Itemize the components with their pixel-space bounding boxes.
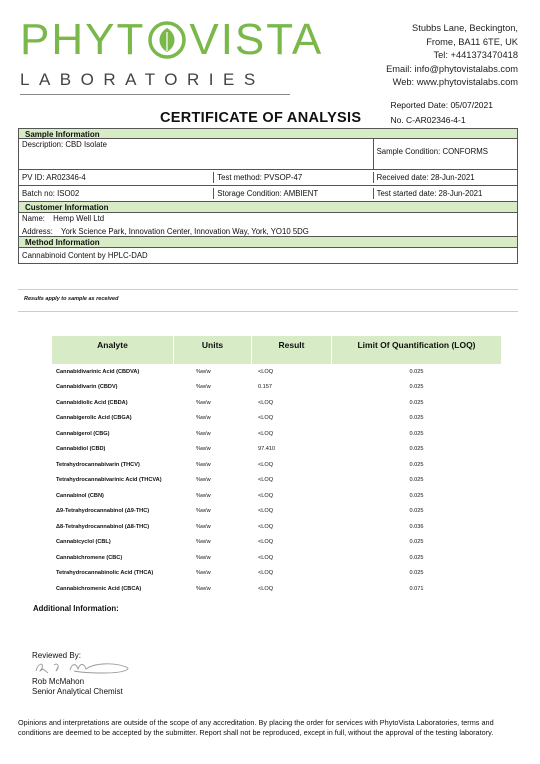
table-row <box>52 488 501 504</box>
method-info-heading: Method Information <box>18 237 518 248</box>
units-cell: %w/w <box>196 554 211 561</box>
test-started-date: Test started date: 28-Jun-2021 <box>376 189 483 198</box>
loq-cell: 0.036 <box>409 523 424 530</box>
result-cell: <LOQ <box>258 399 274 406</box>
analyte-cell: Cannabicyclol (CBL) <box>56 539 111 546</box>
pv-id: PV ID: AR02346-4 <box>19 172 214 183</box>
table-header <box>52 336 501 364</box>
analyte-cell: Cannabinol (CBN) <box>56 492 104 499</box>
loq-cell: 0.025 <box>409 368 424 375</box>
loq-cell: 0.025 <box>409 554 424 561</box>
loq-cell: 0.025 <box>409 430 424 437</box>
method-row <box>18 248 518 264</box>
reviewer-name: Rob McMahon <box>32 677 85 686</box>
loq-cell: 0.025 <box>409 539 424 546</box>
logo-text-part2: VISTA <box>189 15 324 64</box>
units-cell: %w/w <box>196 399 211 406</box>
result-cell: <LOQ <box>258 492 274 499</box>
analyte-cell: Cannabidiolic Acid (CBDA) <box>56 399 128 406</box>
address-line: Stubbs Lane, Beckington, <box>412 23 518 33</box>
leaf-icon <box>147 18 187 62</box>
table-row <box>52 426 501 442</box>
customer-name <box>19 213 517 224</box>
customer-name-label: Name: <box>22 214 45 223</box>
customer-info-heading: Customer Information <box>18 202 518 213</box>
loq-cell: 0.025 <box>409 384 424 391</box>
web-line: Web: www.phytovistalabs.com <box>392 77 518 87</box>
units-cell: %w/w <box>196 430 211 437</box>
units-cell: %w/w <box>196 523 211 530</box>
reported-date: Reported Date: 05/07/2021 <box>390 100 493 110</box>
customer-name-value: Hemp Well Ltd <box>53 214 105 223</box>
units-cell: %w/w <box>196 461 211 468</box>
analyte-cell: Cannabichromene (CBC) <box>56 554 123 561</box>
company-logo <box>20 15 324 95</box>
disclaimer: Opinions and interpretations are outside of the scope of any accreditation. By placing the order for services with PhytoVista Laboratories, terms and conditions are deemed to be accepted by the submitter. Report shall not be reproduced, except in full, without the approval of the testing laboratory. <box>18 718 494 738</box>
report-meta <box>390 98 493 128</box>
column-header-loq: Limit Of Quantification (LOQ) <box>357 340 476 350</box>
loq-cell: 0.025 <box>409 415 424 422</box>
table-body <box>52 364 501 597</box>
analyte-cell: Cannabichromenic Acid (CBCA) <box>56 585 142 592</box>
received-date: Received date: 28-Jun-2021 <box>376 173 475 182</box>
table-row <box>52 380 501 396</box>
sample-condition: Sample Condition: CONFORMS <box>376 147 488 156</box>
result-cell: <LOQ <box>258 585 274 592</box>
batch-number: Batch no: ISO02 <box>19 188 214 199</box>
loq-cell: 0.071 <box>409 585 424 592</box>
customer-address-label: Address: <box>22 227 53 236</box>
analyte-cell: Tetrahydrocannabivarinic Acid (THCVA) <box>56 477 162 484</box>
sample-row-3 <box>18 186 518 202</box>
table-row <box>52 364 501 380</box>
result-cell: <LOQ <box>258 430 274 437</box>
units-cell: %w/w <box>196 477 211 484</box>
result-cell: <LOQ <box>258 570 274 577</box>
table-row <box>52 550 501 566</box>
logo-text-part1: PHYT <box>20 15 146 64</box>
table-row <box>52 519 501 535</box>
logo-subtitle: LABORATORIES <box>20 70 290 95</box>
customer-address <box>19 226 517 236</box>
table-row <box>52 535 501 551</box>
results-note: Results apply to sample as received <box>24 296 119 302</box>
reviewer-block <box>32 677 123 697</box>
table-row <box>52 581 501 597</box>
loq-cell: 0.025 <box>409 508 424 515</box>
customer-address-value: York Science Park, Innovation Center, Innovation Way, York, YO10 5DG <box>60 227 309 236</box>
loq-cell: 0.025 <box>409 461 424 468</box>
units-cell: %w/w <box>196 415 211 422</box>
divider <box>18 289 518 290</box>
analyte-cell: Cannabidiol (CBD) <box>56 446 106 453</box>
units-cell: %w/w <box>196 492 211 499</box>
divider <box>18 311 518 312</box>
document-title: CERTIFICATE OF ANALYSIS <box>160 110 362 126</box>
results-table <box>52 336 501 597</box>
analyte-cell: Δ8-Tetrahydrocannabinol (Δ8-THC) <box>56 523 150 530</box>
sample-row-1 <box>18 139 518 170</box>
column-header-units: Units <box>174 336 252 364</box>
result-cell: <LOQ <box>258 554 274 561</box>
units-cell: %w/w <box>196 539 211 546</box>
result-cell: <LOQ <box>258 477 274 484</box>
result-cell: 97.410 <box>258 446 276 453</box>
sample-description: Description: CBD Isolate <box>19 139 374 169</box>
method-text: Cannabinoid Content by HPLC-DAD <box>22 251 148 260</box>
units-cell: %w/w <box>196 570 211 577</box>
table-row <box>52 473 501 489</box>
company-address <box>386 22 518 90</box>
customer-name-row <box>18 213 518 224</box>
sample-row-2 <box>18 170 518 186</box>
result-cell: 0.157 <box>258 384 272 391</box>
sample-info-heading: Sample Information <box>18 128 518 139</box>
column-header-result: Result <box>252 336 332 364</box>
reviewed-by-label: Reviewed By: <box>32 651 81 660</box>
units-cell: %w/w <box>196 384 211 391</box>
analyte-cell: Tetrahydrocannabinolic Acid (THCA) <box>56 570 154 577</box>
loq-cell: 0.025 <box>409 492 424 499</box>
phone-line: Tel: +441373470418 <box>433 50 518 60</box>
storage-condition: Storage Condition: AMBIENT <box>214 188 373 199</box>
analyte-cell: Δ9-Tetrahydrocannabinol (Δ9-THC) <box>56 508 150 515</box>
result-cell: <LOQ <box>258 368 274 375</box>
analyte-cell: Cannabidivarinic Acid (CBDVA) <box>56 368 140 375</box>
analyte-cell: Tetrahydrocannabivarin (THCV) <box>56 461 140 468</box>
table-row <box>52 566 501 582</box>
reviewer-role: Senior Analytical Chemist <box>32 687 123 696</box>
loq-cell: 0.025 <box>409 477 424 484</box>
test-method: Test method: PVSOP-47 <box>214 172 373 183</box>
analyte-cell: Cannabigerolic Acid (CBGA) <box>56 415 132 422</box>
table-row <box>52 442 501 458</box>
table-row <box>52 457 501 473</box>
table-row <box>52 411 501 427</box>
analyte-cell: Cannabidivarin (CBDV) <box>56 384 118 391</box>
table-row <box>52 395 501 411</box>
result-cell: <LOQ <box>258 523 274 530</box>
logo-wordmark <box>20 15 324 64</box>
additional-info-label: Additional Information: <box>33 604 119 613</box>
result-cell: <LOQ <box>258 508 274 515</box>
address-line: Frome, BA11 6TE, UK <box>426 36 518 47</box>
result-cell: <LOQ <box>258 539 274 546</box>
loq-cell: 0.025 <box>409 399 424 406</box>
units-cell: %w/w <box>196 585 211 592</box>
customer-address-row <box>18 224 518 237</box>
report-number: No. C-AR02346-4-1 <box>390 115 466 125</box>
result-cell: <LOQ <box>258 415 274 422</box>
email-line: Email: info@phytovistalabs.com <box>386 63 518 74</box>
info-block <box>18 128 518 264</box>
result-cell: <LOQ <box>258 461 274 468</box>
units-cell: %w/w <box>196 446 211 453</box>
analyte-cell: Cannabigerol (CBG) <box>56 430 110 437</box>
loq-cell: 0.025 <box>409 570 424 577</box>
column-header-analyte: Analyte <box>52 336 174 364</box>
units-cell: %w/w <box>196 368 211 375</box>
units-cell: %w/w <box>196 508 211 515</box>
loq-cell: 0.025 <box>409 446 424 453</box>
table-row <box>52 504 501 520</box>
